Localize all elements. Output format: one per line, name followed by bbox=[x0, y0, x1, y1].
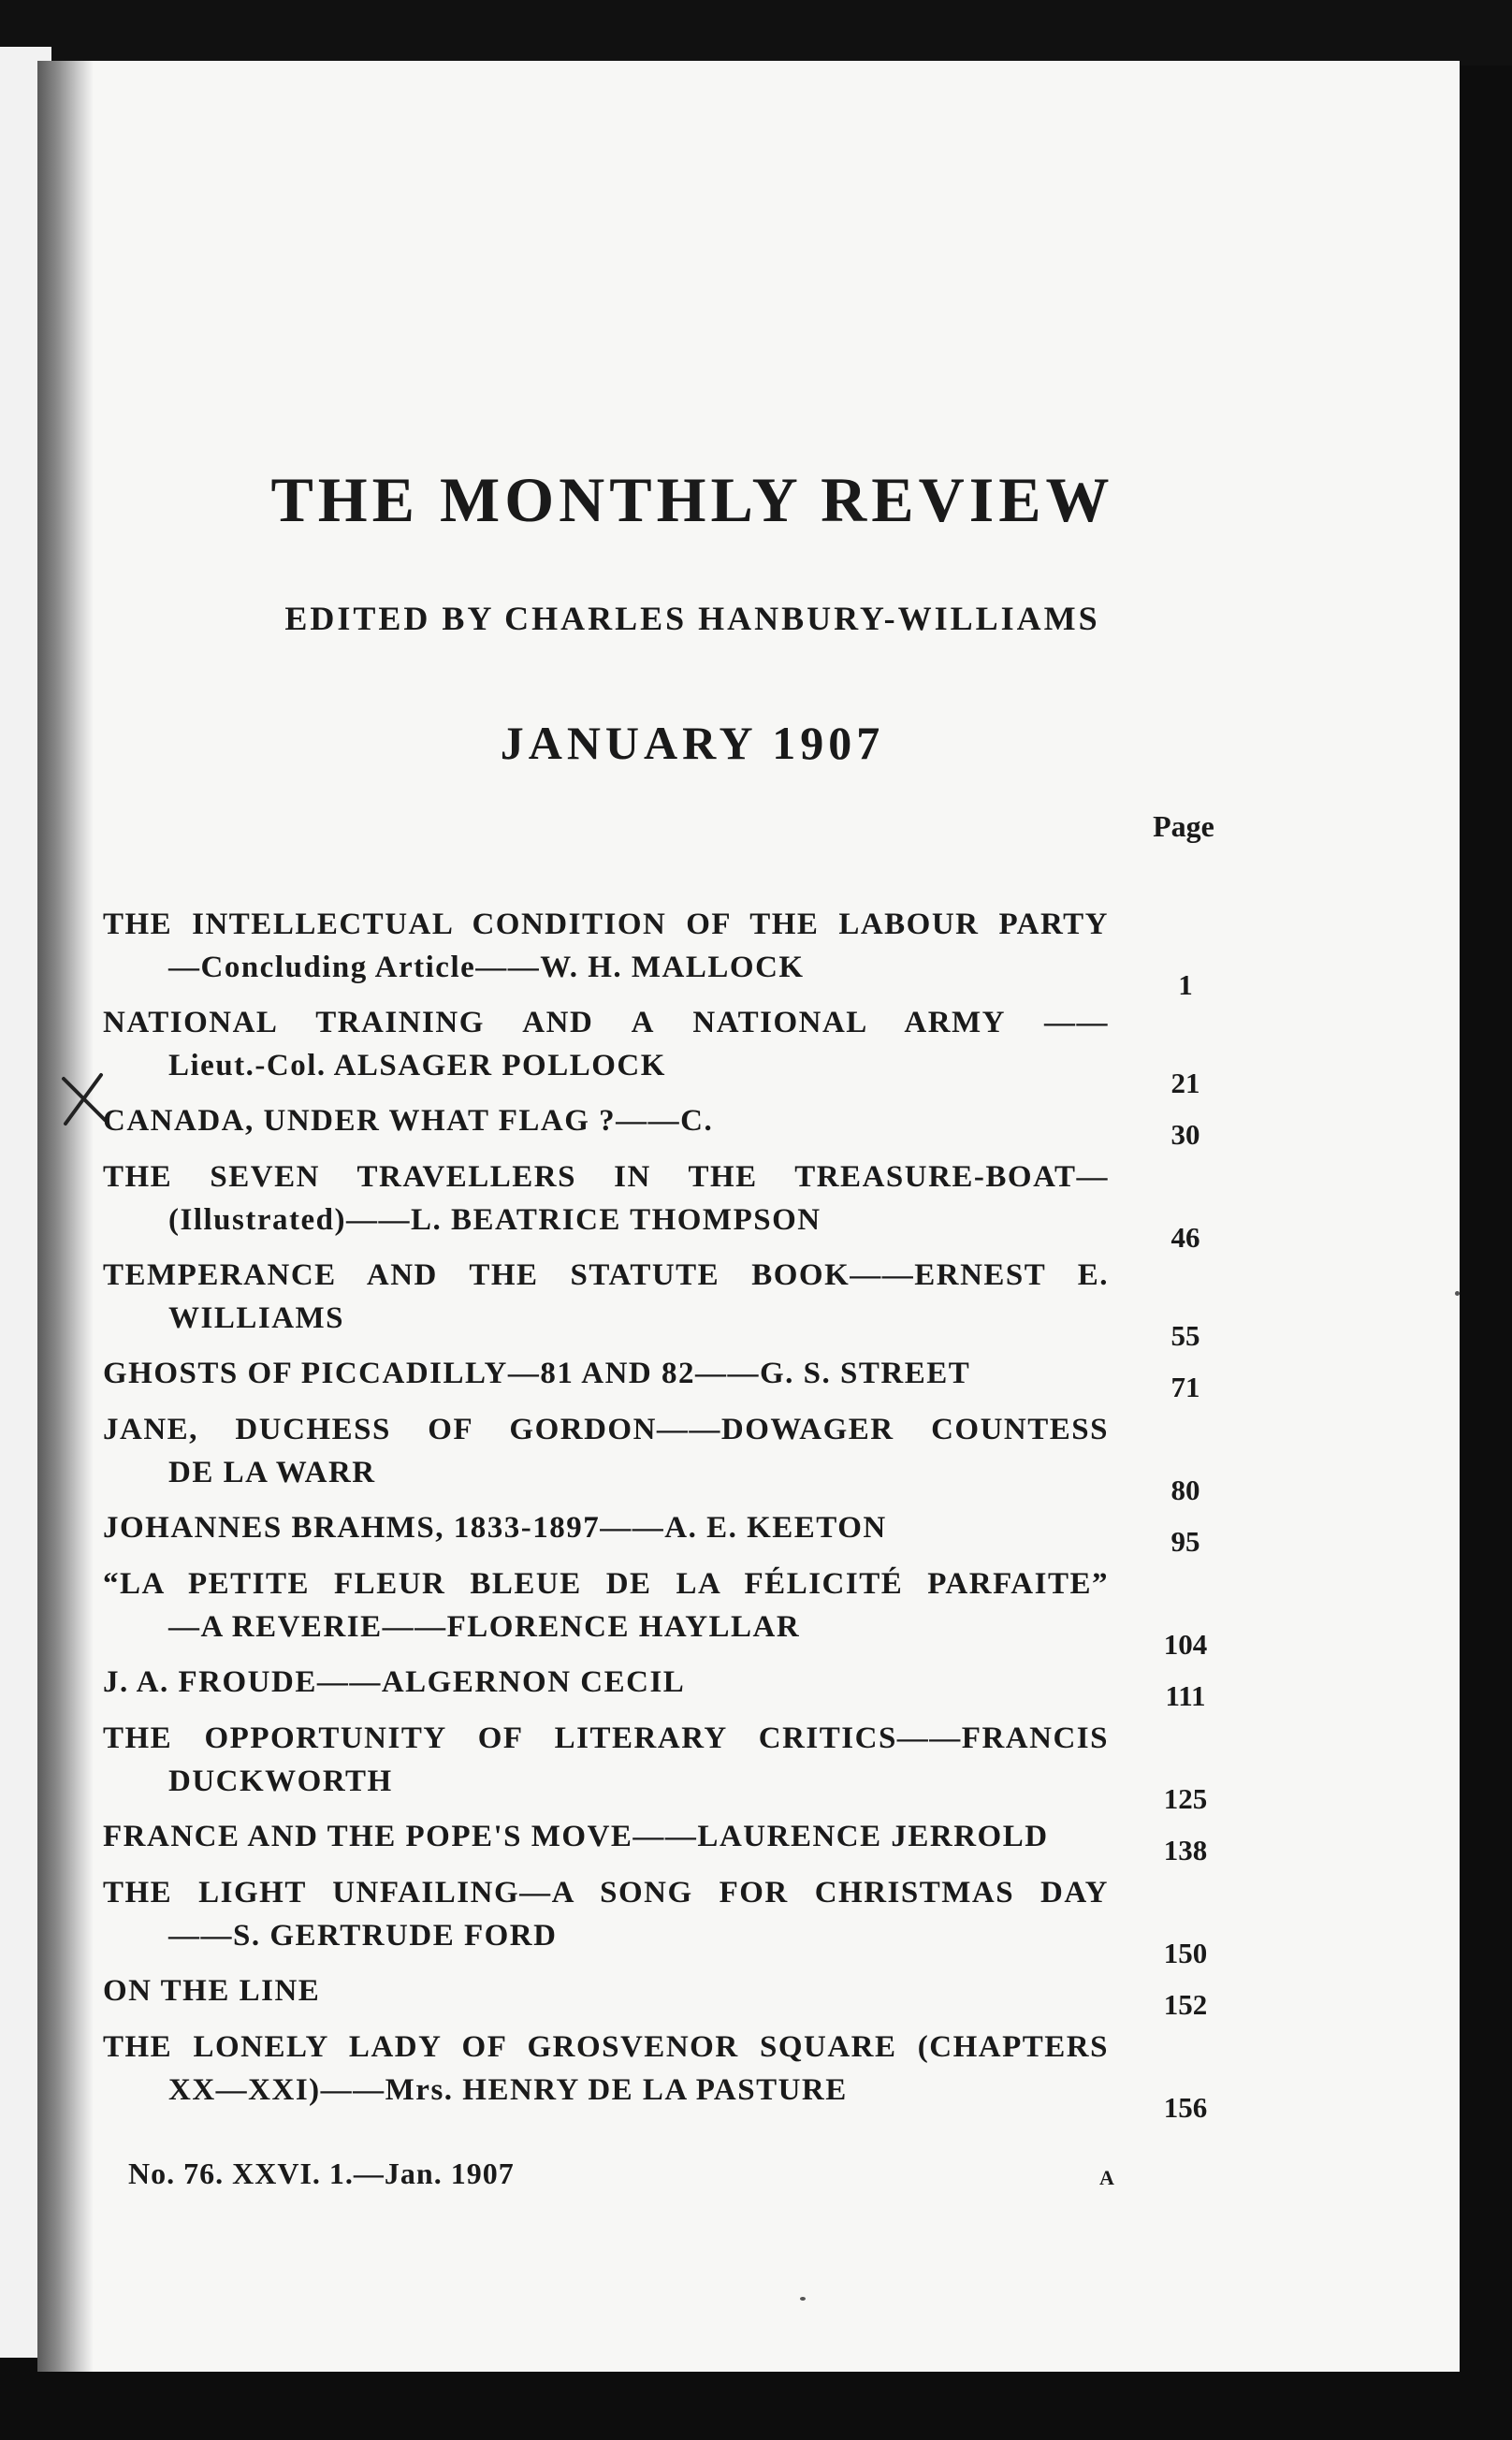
entry-title: FRANCE AND THE POPE'S MOVE——LAURENCE JERROLD bbox=[103, 1820, 1049, 1853]
entry-title: JOHANNES BRAHMS, 1833-1897——A. E. KEETON bbox=[103, 1511, 887, 1545]
contents-entry bbox=[103, 1155, 1319, 1254]
entry-page-number: 111 bbox=[1165, 1679, 1206, 1712]
entry-title: THE LONELY LADY OF GROSVENOR SQUARE (CHAPTERS bbox=[103, 2030, 1109, 2064]
entry-title: “LA PETITE FLEUR BLEUE DE LA FÉLICITÉ PARFAITE” bbox=[103, 1567, 1109, 1601]
entry-page-number: 30 bbox=[1170, 1118, 1200, 1151]
entry-title: THE SEVEN TRAVELLERS IN THE TREASURE-BOAT— bbox=[103, 1160, 1109, 1194]
entry-subtitle: (Illustrated)——L. BEATRICE THOMPSON bbox=[168, 1203, 821, 1237]
entry-title: JANE, DUCHESS OF GORDON——DOWAGER COUNTESS bbox=[103, 1413, 1109, 1446]
entry-title: ON THE LINE bbox=[103, 1974, 321, 2008]
entry-subtitle: —A REVERIE——FLORENCE HAYLLAR bbox=[168, 1610, 801, 1644]
entry-subtitle: Lieut.-Col. ALSAGER POLLOCK bbox=[168, 1049, 666, 1082]
contents-entry bbox=[103, 1871, 1319, 1969]
contents-entry bbox=[103, 1001, 1319, 1099]
entry-page-number: 71 bbox=[1170, 1371, 1200, 1403]
contents-entry bbox=[103, 1506, 1319, 1558]
entry-page-number: 55 bbox=[1170, 1319, 1200, 1352]
entry-page-number: 1 bbox=[1178, 968, 1193, 1001]
entry-title: J. A. FROUDE——ALGERNON CECIL bbox=[103, 1665, 686, 1699]
entry-title: THE INTELLECTUAL CONDITION OF THE LABOUR PARTY bbox=[103, 908, 1109, 941]
entry-page-number: 21 bbox=[1170, 1067, 1200, 1099]
contents-entry bbox=[103, 1254, 1319, 1352]
entry-page-number: 125 bbox=[1163, 1782, 1208, 1815]
entry-subtitle: —Concluding Article——W. H. MALLOCK bbox=[168, 951, 805, 984]
issue-footer: No. 76. XXVI. 1.—Jan. 1907 bbox=[128, 2157, 515, 2190]
contents-entry bbox=[103, 903, 1319, 1001]
entry-title: CANADA, UNDER WHAT FLAG ?——C. bbox=[103, 1104, 714, 1138]
entry-title: NATIONAL TRAINING AND A NATIONAL ARMY —— bbox=[103, 1006, 1109, 1039]
entry-page-number: 150 bbox=[1163, 1937, 1208, 1969]
issue-date: JANUARY 1907 bbox=[500, 717, 885, 769]
contents-entry bbox=[103, 1717, 1319, 1815]
entry-page-number: 156 bbox=[1163, 2091, 1208, 2124]
entry-page-number: 95 bbox=[1170, 1525, 1200, 1558]
signature-mark: A bbox=[1099, 2166, 1114, 2189]
entry-page-number: 46 bbox=[1170, 1221, 1200, 1254]
entry-subtitle: XX—XXI)——Mrs. HENRY DE LA PASTURE bbox=[168, 2073, 848, 2107]
entry-subtitle: ——S. GERTRUDE FORD bbox=[168, 1919, 558, 1953]
scan-border-top bbox=[0, 0, 1512, 65]
entry-subtitle: DUCKWORTH bbox=[168, 1765, 393, 1798]
contents-entry bbox=[103, 1661, 1319, 1712]
entry-title: TEMPERANCE AND THE STATUTE BOOK——ERNEST E. bbox=[103, 1258, 1109, 1292]
entry-page-number: 152 bbox=[1163, 1988, 1208, 2021]
contents-entry bbox=[103, 1815, 1319, 1866]
contents-entry bbox=[103, 1562, 1319, 1661]
entry-page-number: 80 bbox=[1170, 1474, 1200, 1506]
contents-entry bbox=[103, 1969, 1319, 2021]
contents-entry bbox=[103, 1352, 1319, 1403]
scan-speck bbox=[1455, 1291, 1460, 1296]
scan-speck bbox=[800, 2297, 806, 2301]
contents-entry bbox=[103, 1099, 1319, 1151]
entry-page-number: 104 bbox=[1163, 1628, 1208, 1661]
entry-title: GHOSTS OF PICCADILLY—81 AND 82——G. S. STREET bbox=[103, 1357, 971, 1390]
gutter-shadow bbox=[37, 61, 94, 2372]
editor-line: EDITED BY CHARLES HANBURY-WILLIAMS bbox=[284, 600, 1100, 637]
journal-title: THE MONTHLY REVIEW bbox=[270, 464, 1114, 535]
contents-entry bbox=[103, 2026, 1319, 2124]
entry-title: THE OPPORTUNITY OF LITERARY CRITICS——FRANCIS bbox=[103, 1721, 1109, 1755]
entry-page-number: 138 bbox=[1163, 1834, 1208, 1866]
entry-title: THE LIGHT UNFAILING—A SONG FOR CHRISTMAS DAY bbox=[103, 1876, 1109, 1910]
page-column-header: Page bbox=[1153, 809, 1214, 843]
entry-subtitle: WILLIAMS bbox=[168, 1301, 345, 1335]
contents-entry bbox=[103, 1408, 1319, 1506]
entry-subtitle: DE LA WARR bbox=[168, 1456, 376, 1489]
scan-border-bottom bbox=[0, 2376, 1512, 2440]
